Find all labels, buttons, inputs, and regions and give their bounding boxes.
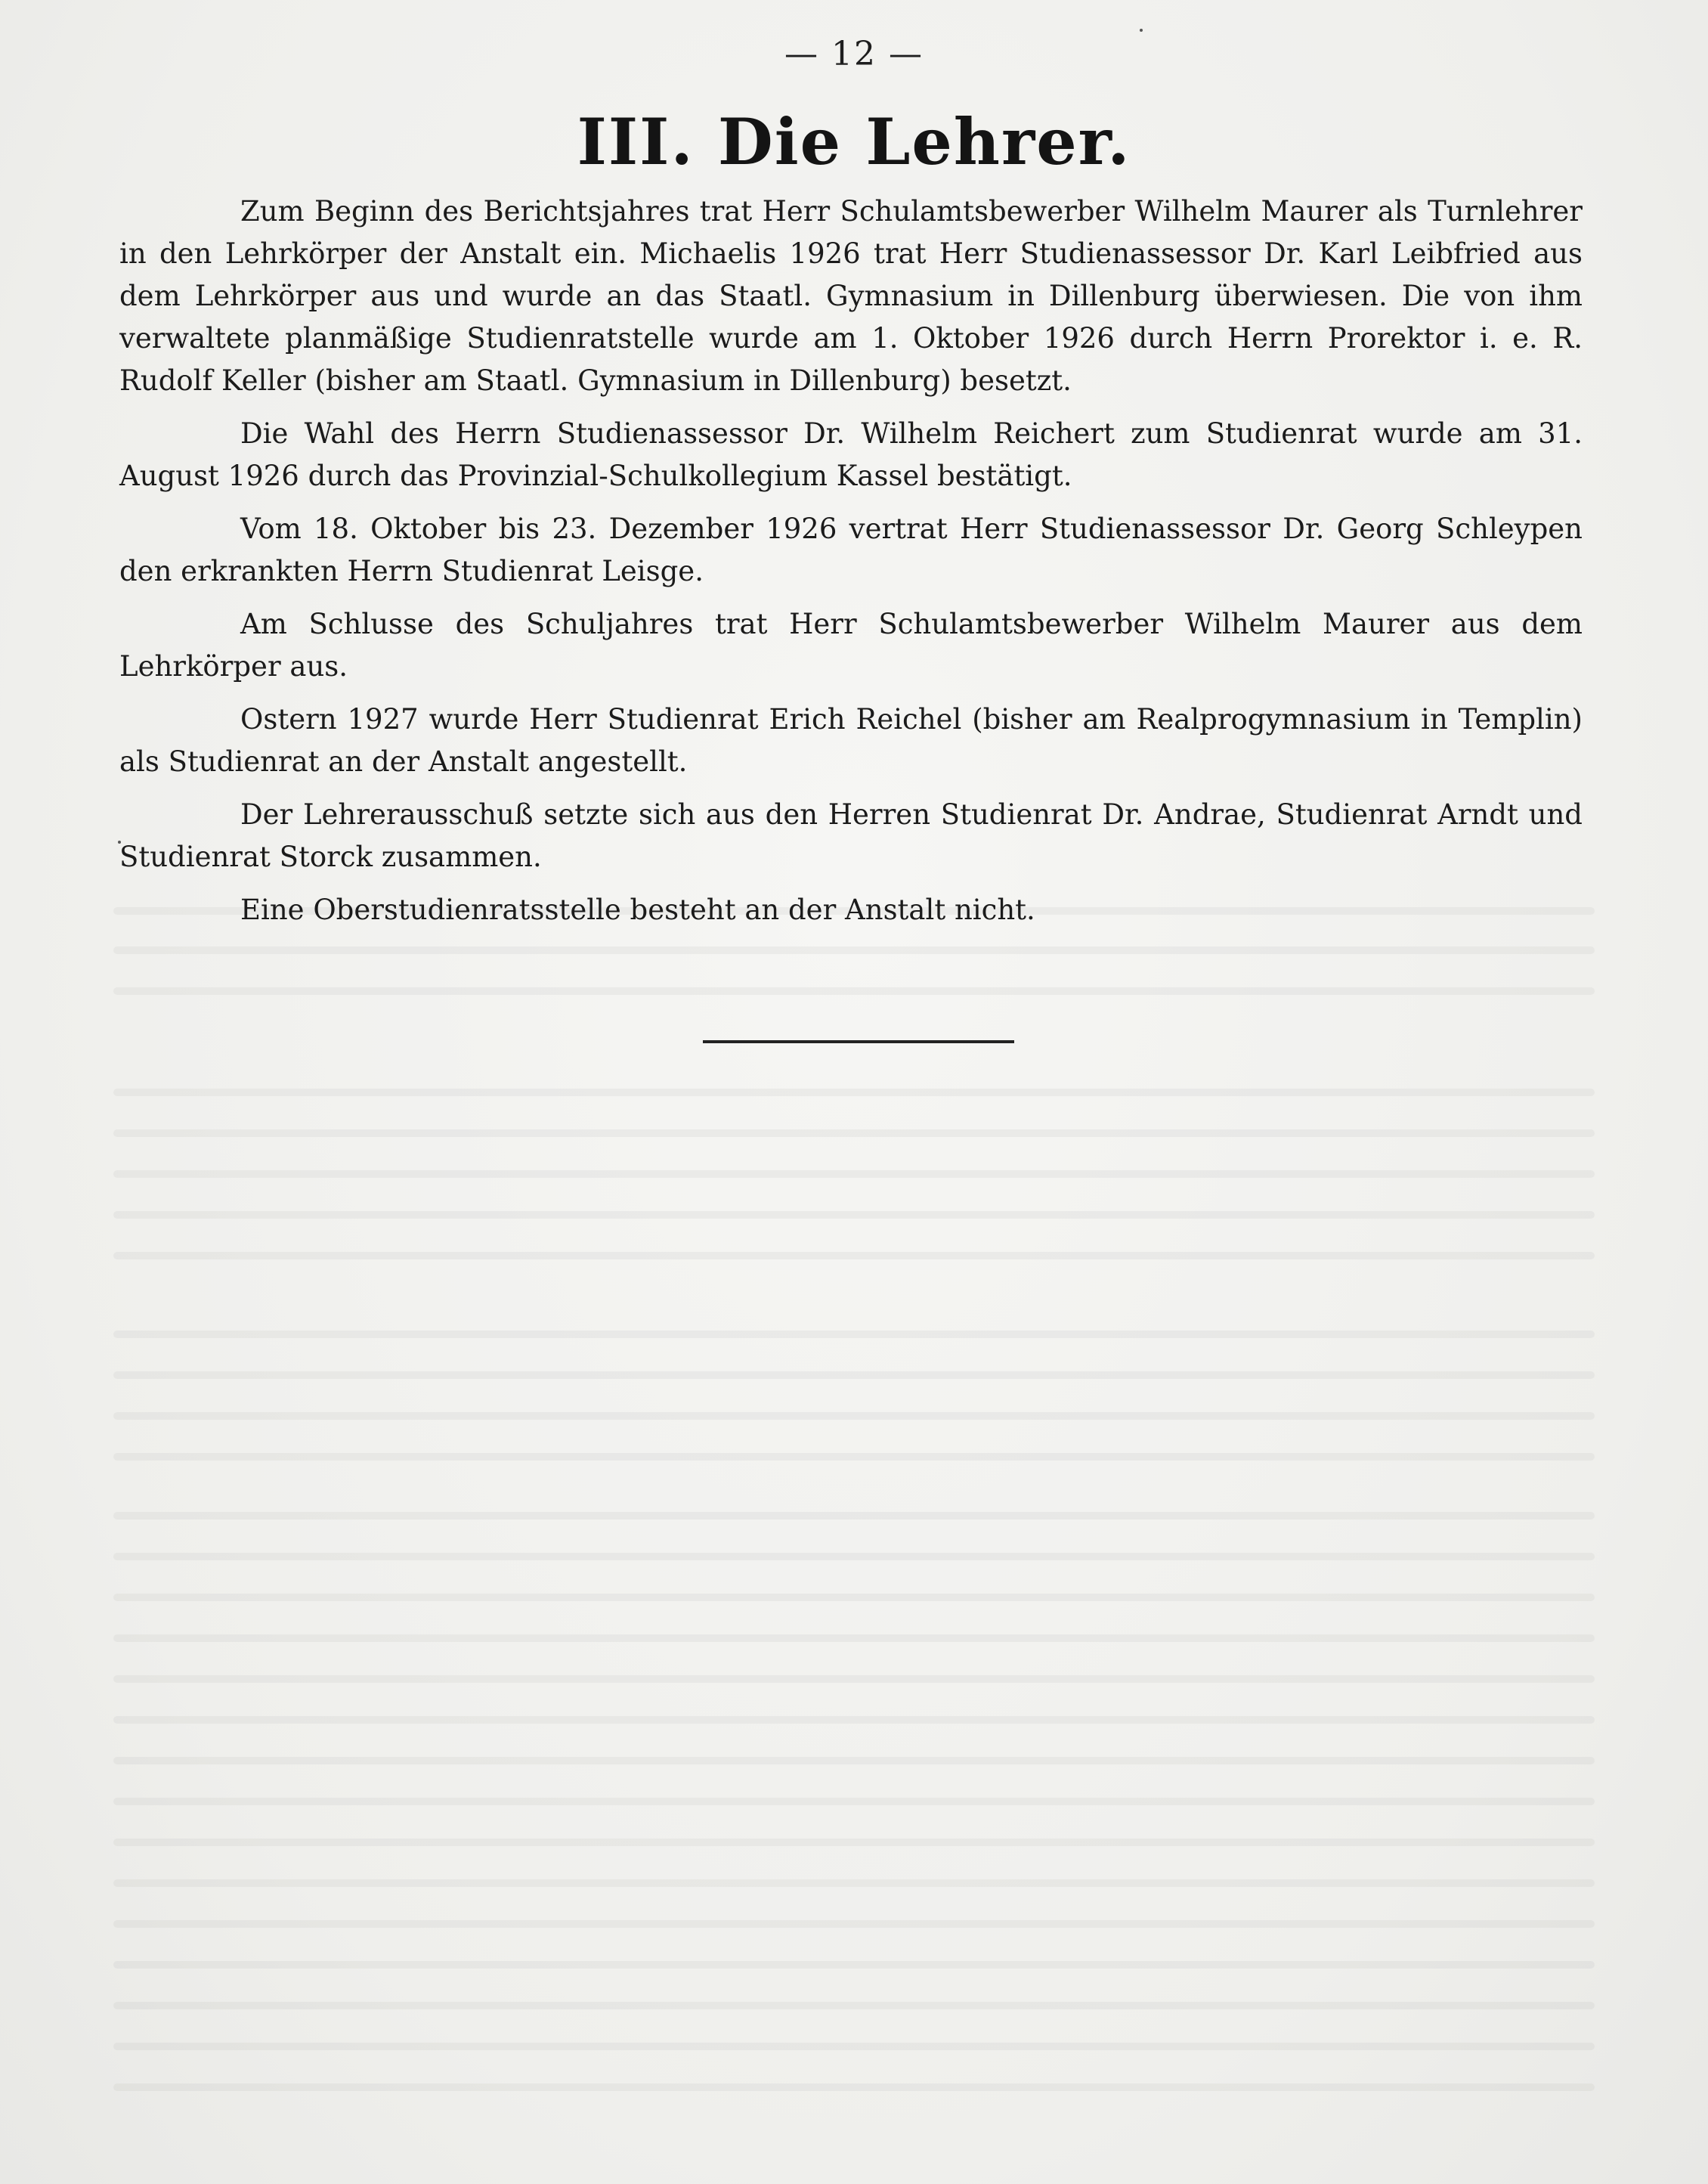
show-through-line	[113, 2083, 1595, 2091]
show-through-line	[113, 1634, 1595, 1642]
paragraph-teacher-committee: Der Lehrerausschuß setzte sich aus den Herren Studienrat Dr. Andrae, Studienrat Arndt und Studienrat Storck zusammen.	[119, 798, 1583, 873]
page-number: — 12 —	[784, 35, 924, 73]
show-through-line	[113, 1675, 1595, 1683]
show-through-line	[113, 2002, 1595, 2009]
show-through-line	[113, 1594, 1595, 1601]
show-through-line	[113, 1453, 1595, 1461]
paragraph-reichert-appointment: Die Wahl des Herrn Studienassessor Dr. Wilhelm Reichert zum Studienrat wurde am 31. August 1926 durch das Provinzial-Schulkollegium Kassel bestätigt.	[119, 417, 1583, 492]
show-through-line	[113, 1412, 1595, 1420]
show-through-line	[113, 1170, 1595, 1178]
section-title: III. Die Lehrer.	[577, 104, 1131, 179]
show-through-line	[113, 1839, 1595, 1846]
show-through-line	[113, 1129, 1595, 1137]
show-through-line	[113, 1879, 1595, 1887]
section-body	[119, 191, 1583, 940]
show-through-line	[113, 1089, 1595, 1096]
show-through-line	[113, 2043, 1595, 2050]
show-through-line	[113, 1211, 1595, 1219]
show-through-line	[113, 1920, 1595, 1928]
show-through-line	[113, 1512, 1595, 1520]
section-divider	[703, 1040, 1014, 1043]
show-through-line	[113, 1252, 1595, 1259]
paragraph-reichel-appointment: Ostern 1927 wurde Herr Studienrat Erich Reichel (bisher am Realprogymnasium in Templin) als Studienrat an der Anstalt angestellt.	[119, 703, 1583, 778]
show-through-line	[113, 987, 1595, 995]
show-through-line	[113, 1371, 1595, 1379]
paragraph-teacher-changes: Zum Beginn des Berichtsjahres trat Herr Schulamtsbewerber Wilhelm Maurer als Turnlehrer in den Lehrkörper der Anstalt ein. Michaelis 1926 trat Herr Studienassessor Dr. Karl Leibfried aus dem Lehrkörper aus und wurde an das Staatl. Gymnasium in Dillenburg überwiesen. Die von ihm verwaltete planmäßige Studienratstelle wurde am 1. Oktober 1926 durch Herrn Prorektor i. e. R. Rudolf Keller (bisher am Staatl. Gymnasium in Dillenburg) besetzt.	[119, 195, 1583, 397]
show-through-line	[113, 1757, 1595, 1764]
show-through-line	[113, 946, 1595, 954]
show-through-line	[113, 1961, 1595, 1969]
paragraph-senior-post: Eine Oberstudienratsstelle besteht an der Anstalt nicht.	[240, 894, 1035, 926]
show-through-line	[113, 1553, 1595, 1560]
paper-speck	[1140, 29, 1143, 32]
paragraph-maurer-departure: Am Schlusse des Schuljahres trat Herr Schulamtsbewerber Wilhelm Maurer aus dem Lehrkörper aus.	[119, 608, 1583, 683]
show-through-line	[113, 1798, 1595, 1805]
show-through-line	[113, 1716, 1595, 1724]
paragraph-substitution: Vom 18. Oktober bis 23. Dezember 1926 vertrat Herr Studienassessor Dr. Georg Schleypen den erkrankten Herrn Studienrat Leisge.	[119, 513, 1583, 587]
show-through-line	[113, 1331, 1595, 1338]
